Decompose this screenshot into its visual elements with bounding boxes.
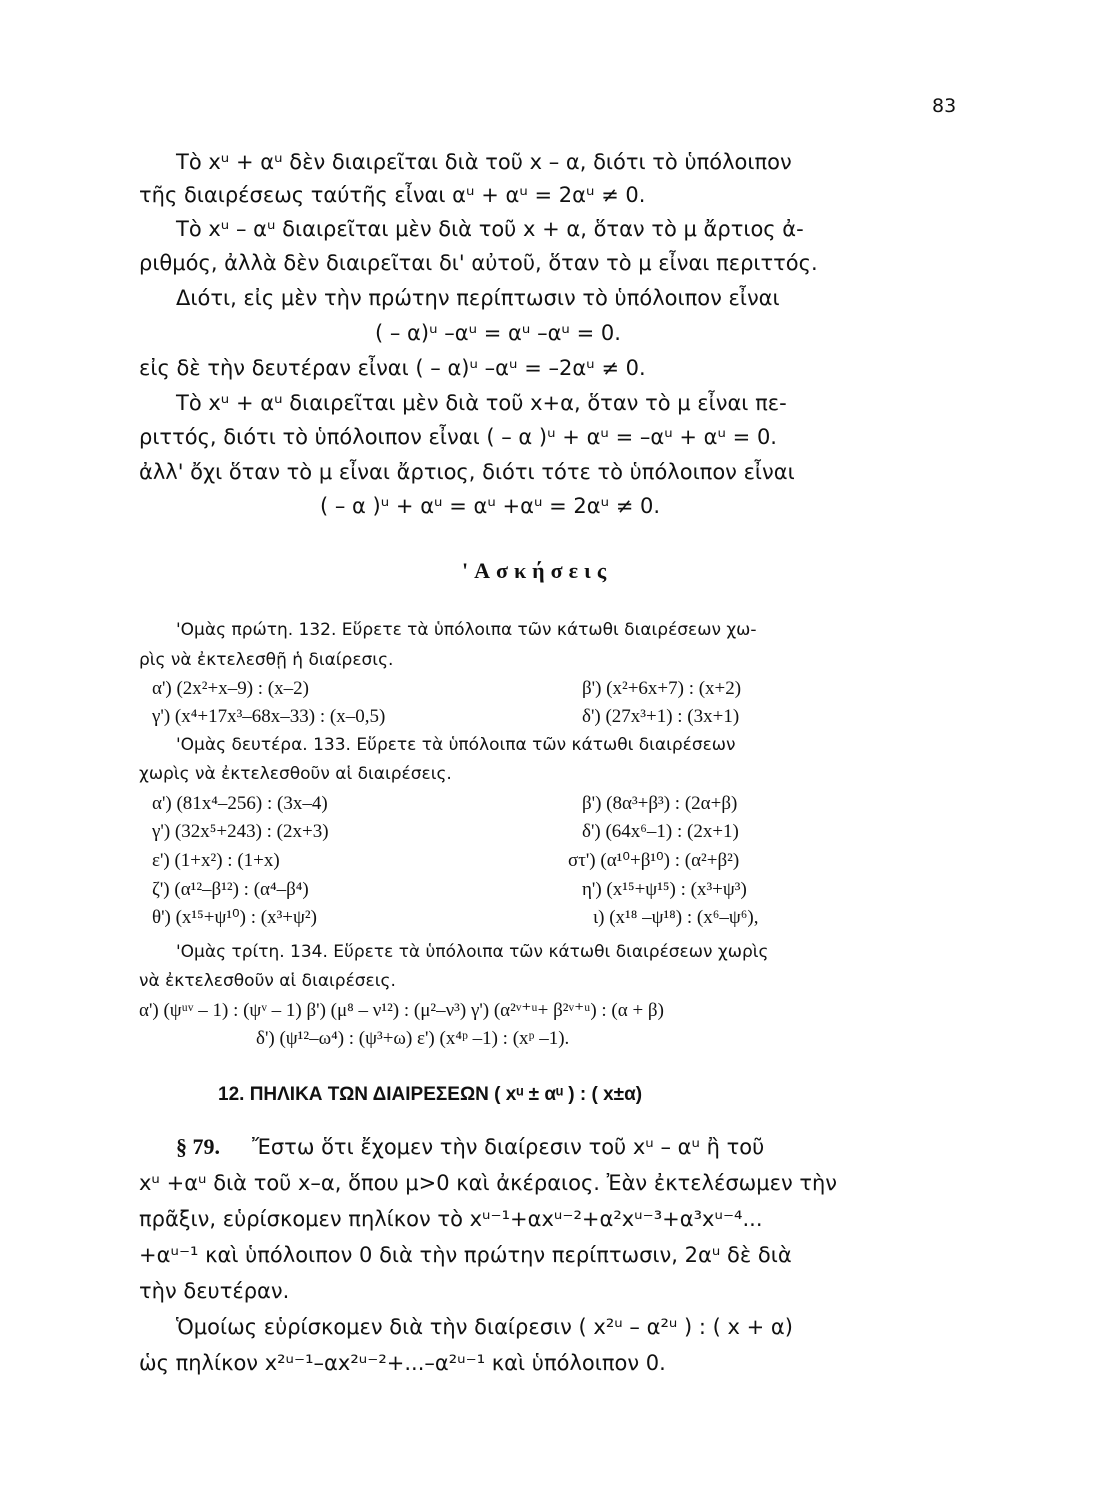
group3-intro: 'Ομὰς τρίτη. 134. Εὕρετε τὰ ὑπόλοιπα τῶν κάτωθι διαιρέσεων χωρὶς xyxy=(176,942,769,962)
exercise-item: α') (2x²+x–9) : (x–2) xyxy=(152,678,309,699)
intro-line: εἰς δὲ τὴν δευτέραν εἶναι ( – α)ᵘ –αᵘ = –2αᵘ ≠ 0. xyxy=(139,356,646,380)
exercise-item: η') (x¹⁵+ψ¹⁵) : (x³+ψ³) xyxy=(582,879,747,900)
section-mark: § 79. xyxy=(176,1134,220,1159)
intro-line: ριττός, διότι τὸ ὑπόλοιπον εἶναι ( – α )ᵘ + αᵘ = –αᵘ + αᵘ = 0. xyxy=(139,425,777,449)
exercise-item: β') (8α³+β³) : (2α+β) xyxy=(582,793,738,814)
intro-line: Τὸ xᵘ + αᵘ δὲν διαιρεῖται διὰ τοῦ x – α, διότι τὸ ὑπόλοιπον xyxy=(176,150,792,174)
intro-formula: ( – α)ᵘ –αᵘ = αᵘ –αᵘ = 0. xyxy=(375,321,621,345)
group2-intro: χωρὶς νὰ ἐκτελεσθοῦν αἱ διαιρέσεις. xyxy=(139,764,452,784)
paragraph-line: τὴν δευτέραν. xyxy=(139,1279,290,1303)
exercise-item: α') (81x⁴–256) : (3x–4) xyxy=(152,793,328,814)
exercise-item: γ') (32x⁵+243) : (2x+3) xyxy=(152,821,329,842)
group1-intro: ρὶς νὰ ἐκτελεσθῇ ἡ διαίρεσις. xyxy=(139,650,394,670)
paragraph-line: xᵘ +αᵘ διὰ τοῦ x–α, ὅπου μ>0 καὶ ἀκέραιος. Ἐὰν ἐκτελέσωμεν τὴν xyxy=(139,1171,838,1195)
paragraph-line: Ἔστω ὅτι ἔχομεν τὴν διαίρεσιν τοῦ xᵘ – αᵘ ἢ τοῦ xyxy=(252,1135,765,1159)
exercise-item: θ') (x¹⁵+ψ¹⁰) : (x³+ψ²) xyxy=(152,907,317,928)
exercise-item: ε') (1+x²) : (1+x) xyxy=(152,850,280,871)
page-number: 83 xyxy=(932,95,957,117)
exercise-item: δ') (27x³+1) : (3x+1) xyxy=(582,706,740,727)
paragraph-line: +αᵘ⁻¹ καὶ ὑπόλοιπον 0 διὰ τὴν πρώτην περίπτωσιν, 2αᵘ δὲ διὰ xyxy=(139,1243,792,1267)
intro-line: Τὸ xᵘ + αᵘ διαιρεῖται μὲν διὰ τοῦ x+α, ὅταν τὸ μ εἶναι πε- xyxy=(176,391,787,415)
exercise-item: στ') (α¹⁰+β¹⁰) : (α²+β²) xyxy=(568,850,740,871)
intro-line: Τὸ xᵘ – αᵘ διαιρεῖται μὲν διὰ τοῦ x + α, ὅταν τὸ μ ἄρτιος ἀ- xyxy=(176,217,804,241)
intro-line: Διότι, εἰς μὲν τὴν πρώτην περίπτωσιν τὸ ὑπόλοιπον εἶναι xyxy=(176,286,780,310)
exercise-row: α') (ψᵘᵛ – 1) : (ψᵛ – 1) β') (μ⁸ – ν¹²) : (μ²–ν³) γ') (α²ᵛ⁺ᵘ+ β²ᵛ⁺ᵘ) : (α + β) xyxy=(139,1000,664,1021)
intro-formula: ( – α )ᵘ + αᵘ = αᵘ +αᵘ = 2αᵘ ≠ 0. xyxy=(320,494,661,518)
paragraph-line: πρᾶξιν, εὑρίσκομεν πηλίκον τὸ xᵘ⁻¹+αxᵘ⁻²+α²xᵘ⁻³+α³xᵘ⁻⁴... xyxy=(139,1207,763,1231)
group1-intro: 'Ομὰς πρώτη. 132. Εὕρετε τὰ ὑπόλοιπα τῶν κάτωθι διαιρέσεων χω- xyxy=(176,620,757,640)
paragraph-line: Ὁμοίως εὑρίσκομεν διὰ τὴν διαίρεσιν ( x²ᵘ – α²ᵘ ) : ( x + α) xyxy=(176,1315,793,1339)
group3-intro: νὰ ἐκτελεσθοῦν αἱ διαιρέσεις. xyxy=(139,971,396,991)
exercise-item: δ') (64x⁶–1) : (2x+1) xyxy=(582,821,739,842)
intro-line: τῆς διαιρέσεως ταύτῆς εἶναι αᵘ + αᵘ = 2αᵘ ≠ 0. xyxy=(139,183,646,207)
exercises-title: 'Ασκήσεις xyxy=(462,558,613,583)
intro-line: ριθμός, ἀλλὰ δὲν διαιρεῖται δι' αὐτοῦ, ὅταν τὸ μ εἶναι περιττός. xyxy=(139,251,818,275)
section-heading: 12. ΠΗΛΙΚΑ ΤΩΝ ΔΙΑΙΡΕΣΕΩΝ ( xᵘ ± αᵘ ) : ( x±α) xyxy=(218,1084,643,1105)
paragraph-line: ὡς πηλίκον x²ᵘ⁻¹–αx²ᵘ⁻²+...–α²ᵘ⁻¹ καὶ ὑπόλοιπον 0. xyxy=(139,1351,666,1375)
exercise-item: ι) (x¹⁸ –ψ¹⁸) : (x⁶–ψ⁶), xyxy=(593,907,759,928)
group2-intro: 'Ομὰς δευτέρα. 133. Εὕρετε τὰ ὑπόλοιπα τῶν κάτωθι διαιρέσεων xyxy=(176,735,736,755)
exercise-item: γ') (x⁴+17x³–68x–33) : (x–0,5) xyxy=(152,706,386,727)
exercise-item: ζ') (α¹²–β¹²) : (α⁴–β⁴) xyxy=(152,879,309,900)
exercise-row: δ') (ψ¹²–ω⁴) : (ψ³+ω) ε') (x⁴ᵖ –1) : (xᵖ –1). xyxy=(256,1028,570,1049)
exercise-item: β') (x²+6x+7) : (x+2) xyxy=(582,678,742,699)
intro-line: ἀλλ' ὄχι ὅταν τὸ μ εἶναι ἄρτιος, διότι τότε τὸ ὑπόλοιπον εἶναι xyxy=(139,460,795,484)
